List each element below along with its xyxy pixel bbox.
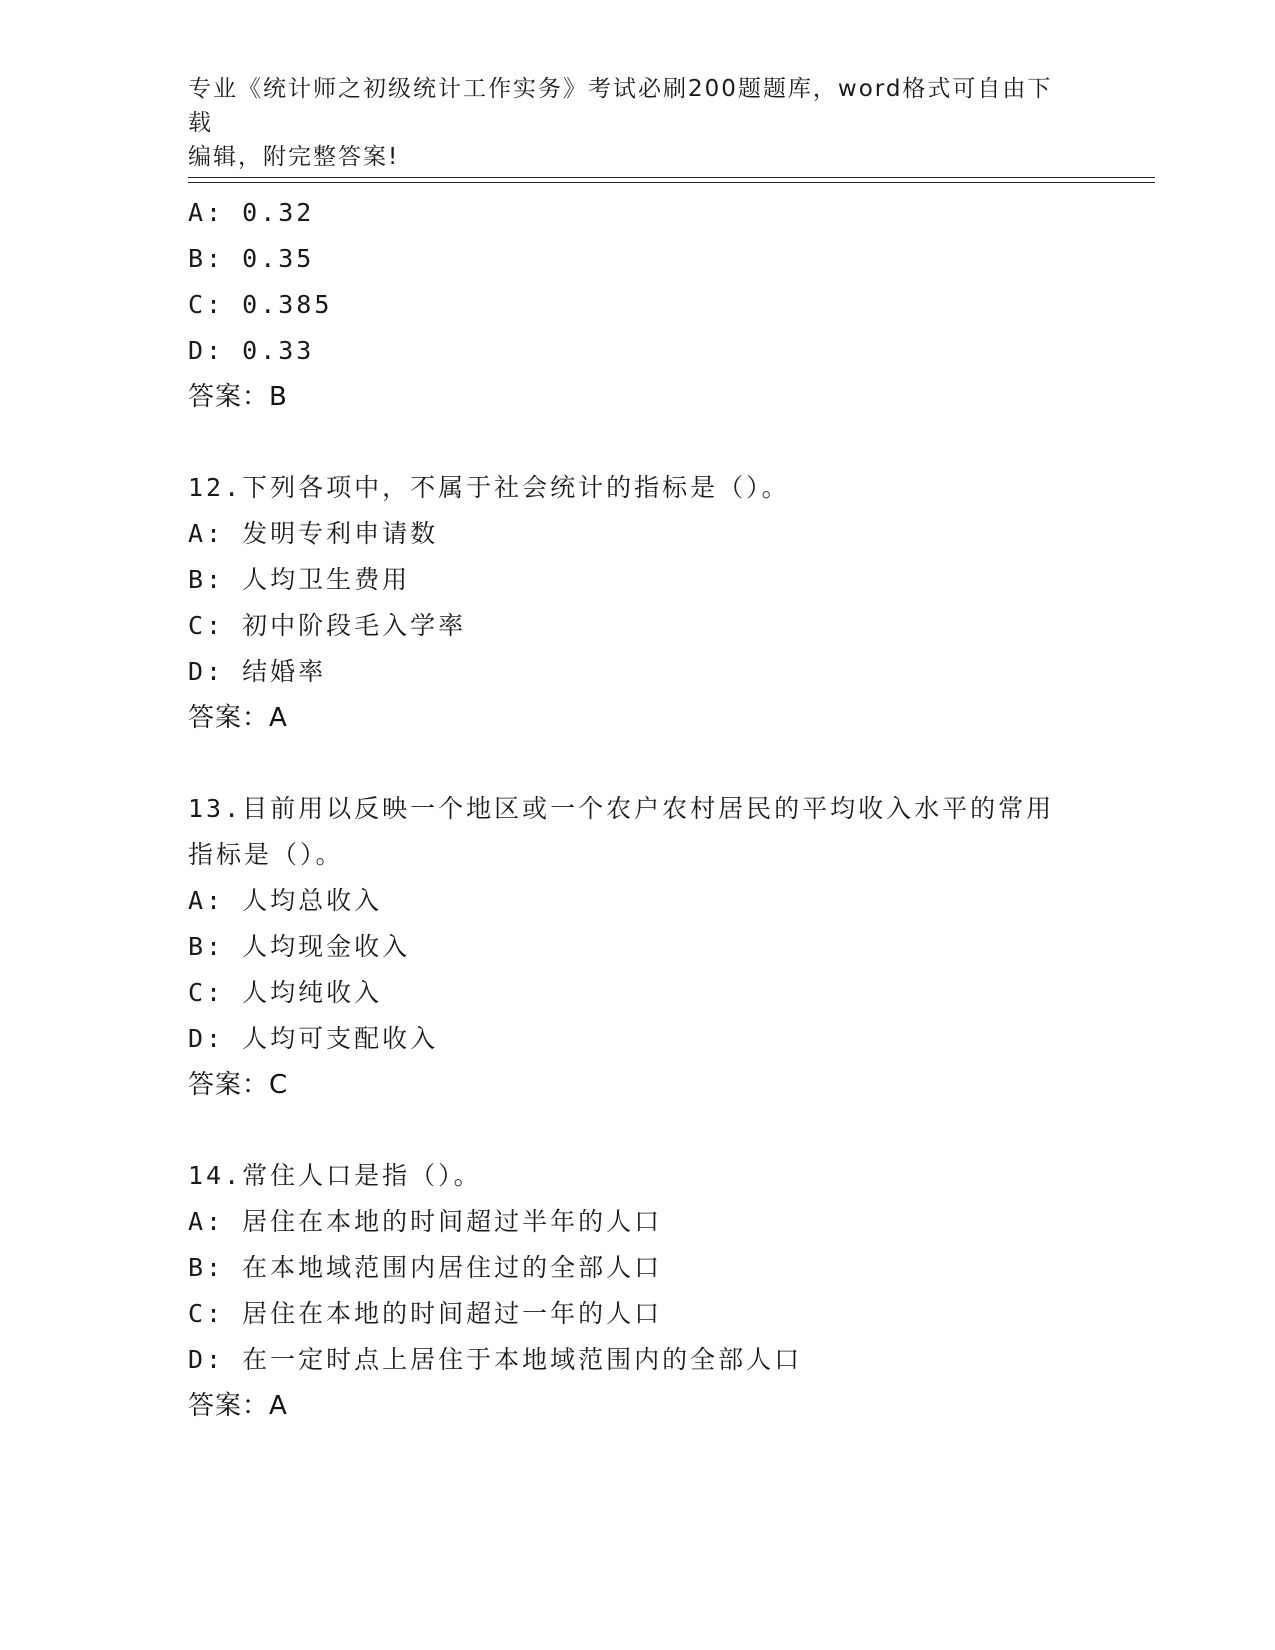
option-d: D: 结婚率: [188, 657, 327, 686]
option-c: C: 初中阶段毛入学率: [188, 611, 467, 640]
option-c: C: 0.385: [188, 290, 333, 319]
option-b: B: 0.35: [188, 244, 315, 273]
option-a: A: 人均总收入: [188, 886, 383, 915]
option-d: D: 在一定时点上居住于本地域范围内的全部人口: [188, 1345, 803, 1374]
document-header: [188, 72, 1068, 174]
question-text: 14.常住人口是指（）。: [188, 1161, 482, 1190]
question-text-line-2: 指标是（）。: [188, 840, 344, 869]
option-b: B: 人均卫生费用: [188, 565, 411, 594]
option-d: D: 人均可支配收入: [188, 1024, 439, 1053]
question-text-line-1: 13.目前用以反映一个地区或一个农户农村居民的平均收入水平的常用: [188, 794, 1055, 823]
option-b: B: 在本地域范围内居住过的全部人口: [188, 1253, 663, 1282]
header-title-line-1: 专业《统计师之初级统计工作实务》考试必刷200题题库，word格式可自由下载: [188, 76, 1053, 136]
answer-line: 答案：C: [188, 1070, 289, 1100]
option-a: A: 发明专利申请数: [188, 519, 439, 548]
option-c: C: 居住在本地的时间超过一年的人口: [188, 1299, 663, 1328]
option-c: C: 人均纯收入: [188, 978, 383, 1007]
answer-line: 答案：A: [188, 703, 288, 733]
option-b: B: 人均现金收入: [188, 932, 411, 961]
option-a: A: 0.32: [188, 198, 315, 227]
header-divider-bottom: [188, 182, 1155, 183]
option-d: D: 0.33: [188, 336, 315, 365]
question-block-14: [188, 1153, 1148, 1429]
option-a: A: 居住在本地的时间超过半年的人口: [188, 1207, 663, 1236]
header-divider-top: [188, 177, 1155, 178]
header-title-line-2: 编辑，附完整答案!: [188, 144, 400, 170]
question-block-12: [188, 465, 1148, 741]
document-body: [188, 190, 1148, 1429]
answer-line: 答案：B: [188, 382, 288, 412]
answer-line: 答案：A: [188, 1391, 288, 1421]
question-block-13: [188, 786, 1148, 1108]
question-block-11: [188, 190, 1148, 420]
question-text: 12.下列各项中，不属于社会统计的指标是（）。: [188, 473, 790, 502]
